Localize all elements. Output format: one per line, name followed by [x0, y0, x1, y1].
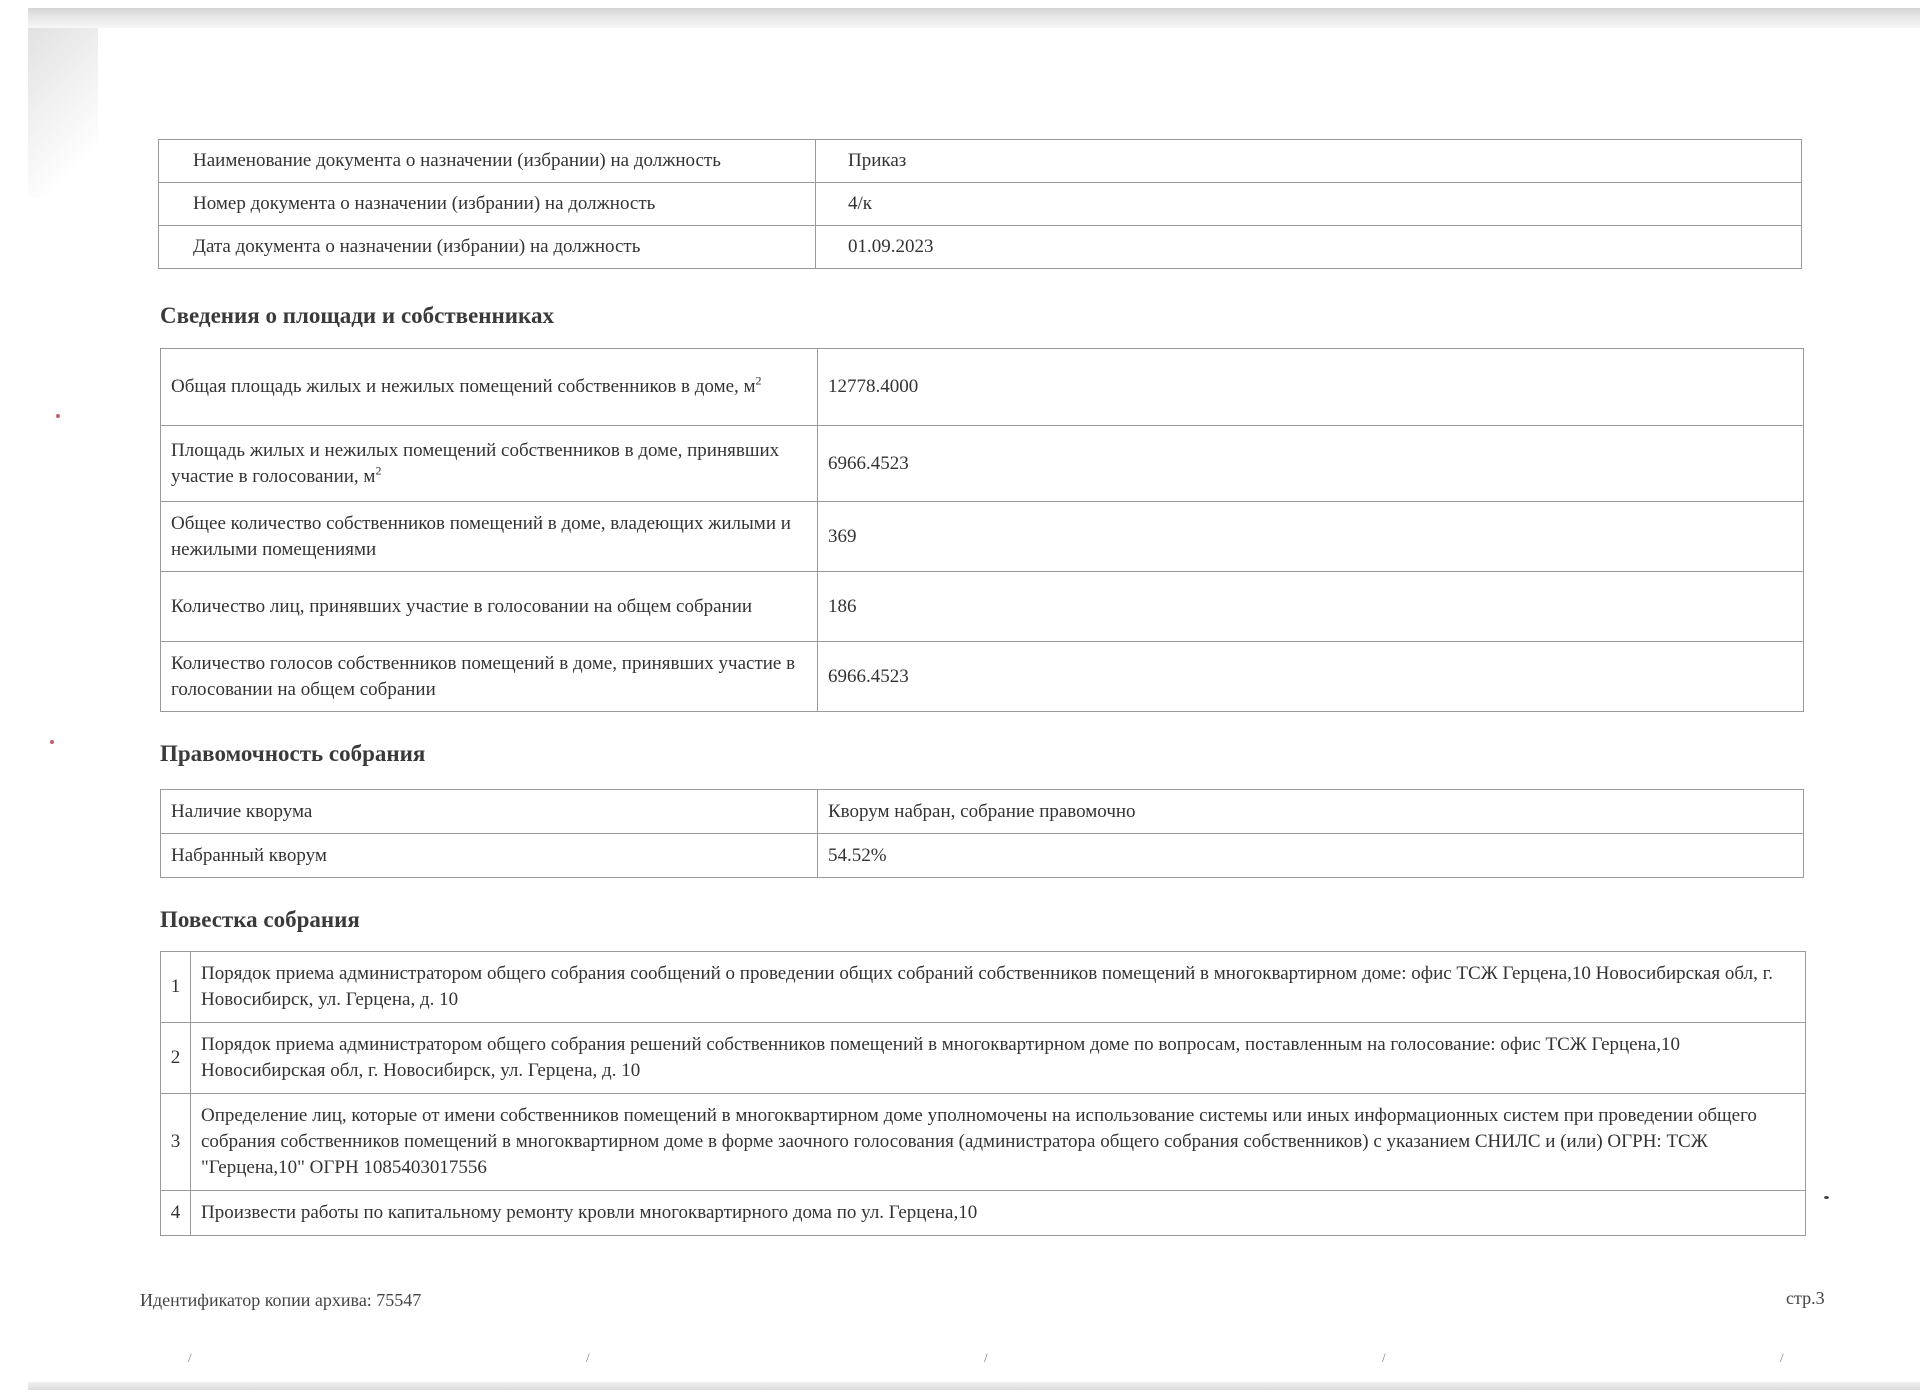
agenda-item: [161, 1023, 1806, 1094]
agenda-item-number: 1: [161, 952, 191, 1023]
area-owners-table: [160, 348, 1804, 712]
table-row: [159, 226, 1802, 269]
table-row: [159, 183, 1802, 226]
row-value: 6966.4523: [818, 426, 1804, 502]
row-value: 01.09.2023: [816, 226, 1802, 269]
row-label: [161, 426, 818, 502]
agenda-item-text: Определение лиц, которые от имени собственников помещений в многоквартирном доме уполномочены на использование системы или иных информационных систем при проведении общего собрания собственников помещений в многоквартирном доме в форме заочного голосования (администратора общего собрания собственников) с указанием СНИЛС и (или) ОГРН: ТСЖ "Герцена,10" ОГРН 1085403017556: [191, 1094, 1806, 1191]
row-label: Наличие кворума: [161, 790, 818, 834]
table-row: [161, 642, 1804, 712]
scan-edge-top: [28, 8, 1920, 28]
agenda-item: [161, 1191, 1806, 1236]
agenda-item-text: Порядок приема администратором общего собрания решений собственников помещений в многоквартирном доме по вопросам, поставленным на голосование: офис ТСЖ Герцена,10 Новосибирская обл, г. Новосибирск, ул. Герцена, д. 10: [191, 1023, 1806, 1094]
row-value: 6966.4523: [818, 642, 1804, 712]
row-value: 186: [818, 572, 1804, 642]
quorum-table: [160, 789, 1804, 878]
scan-speck: [56, 414, 60, 418]
agenda-item-text: Порядок приема администратором общего собрания сообщений о проведении общих собраний собственников помещений в многоквартирном доме: офис ТСЖ Герцена,10 Новосибирская обл, г. Новосибирск, ул. Герцена, д. 10: [191, 952, 1806, 1023]
scan-edge-left: [28, 28, 98, 198]
table-row: [161, 349, 1804, 426]
scan-mark: /: [1780, 1350, 1784, 1365]
row-label: Общее количество собственников помещений в доме, владеющих жилыми и нежилыми помещениями: [161, 502, 818, 572]
row-value: 369: [818, 502, 1804, 572]
row-label: Количество голосов собственников помещений в доме, принявших участие в голосовании на общем собрании: [161, 642, 818, 712]
scan-mark: /: [188, 1350, 192, 1365]
scan-speck: [1824, 1196, 1829, 1199]
row-value: 12778.4000: [818, 349, 1804, 426]
row-label: Набранный кворум: [161, 834, 818, 878]
appointment-document-table: [158, 139, 1802, 269]
agenda-item-number: 2: [161, 1023, 191, 1094]
table-row: [161, 834, 1804, 878]
row-label: Количество лиц, принявших участие в голосовании на общем собрании: [161, 572, 818, 642]
table-row: [159, 140, 1802, 183]
agenda-item: [161, 1094, 1806, 1191]
table-row: [161, 790, 1804, 834]
section-heading-area: Сведения о площади и собственниках: [160, 303, 554, 328]
scan-mark: /: [586, 1350, 590, 1365]
row-label: [161, 349, 818, 426]
row-value: 54.52%: [818, 834, 1804, 878]
row-label: Дата документа о назначении (избрании) на должность: [159, 226, 816, 269]
agenda-table: [160, 951, 1806, 1236]
section-heading-quorum: Правомочность собрания: [160, 741, 426, 766]
scan-speck: [50, 740, 54, 744]
agenda-item: [161, 952, 1806, 1023]
table-row: [161, 502, 1804, 572]
agenda-item-number: 4: [161, 1191, 191, 1236]
scan-edge-bottom: [28, 1382, 1920, 1390]
row-value: Кворум набран, собрание правомочно: [818, 790, 1804, 834]
table-row: [161, 426, 1804, 502]
scan-mark: /: [1382, 1350, 1386, 1365]
unit-superscript: 2: [755, 373, 762, 388]
row-label: Номер документа о назначении (избрании) на должность: [159, 183, 816, 226]
scan-mark: /: [984, 1350, 988, 1365]
row-label-text: Общая площадь жилых и нежилых помещений собственников в доме, м: [171, 376, 756, 397]
agenda-item-text: Произвести работы по капитальному ремонту кровли многоквартирного дома по ул. Герцена,10: [191, 1191, 1806, 1236]
row-value: 4/к: [816, 183, 1802, 226]
row-value: Приказ: [816, 140, 1802, 183]
unit-superscript: 2: [375, 463, 382, 478]
row-label-text: Площадь жилых и нежилых помещений собственников в доме, принявших участие в голосовании, м: [171, 439, 780, 487]
row-label: Наименование документа о назначении (избрании) на должность: [159, 140, 816, 183]
agenda-item-number: 3: [161, 1094, 191, 1191]
section-heading-agenda: Повестка собрания: [160, 907, 360, 932]
page-number: стр.3: [1786, 1288, 1825, 1308]
archive-id: Идентификатор копии архива: 75547: [140, 1290, 422, 1310]
table-row: [161, 572, 1804, 642]
